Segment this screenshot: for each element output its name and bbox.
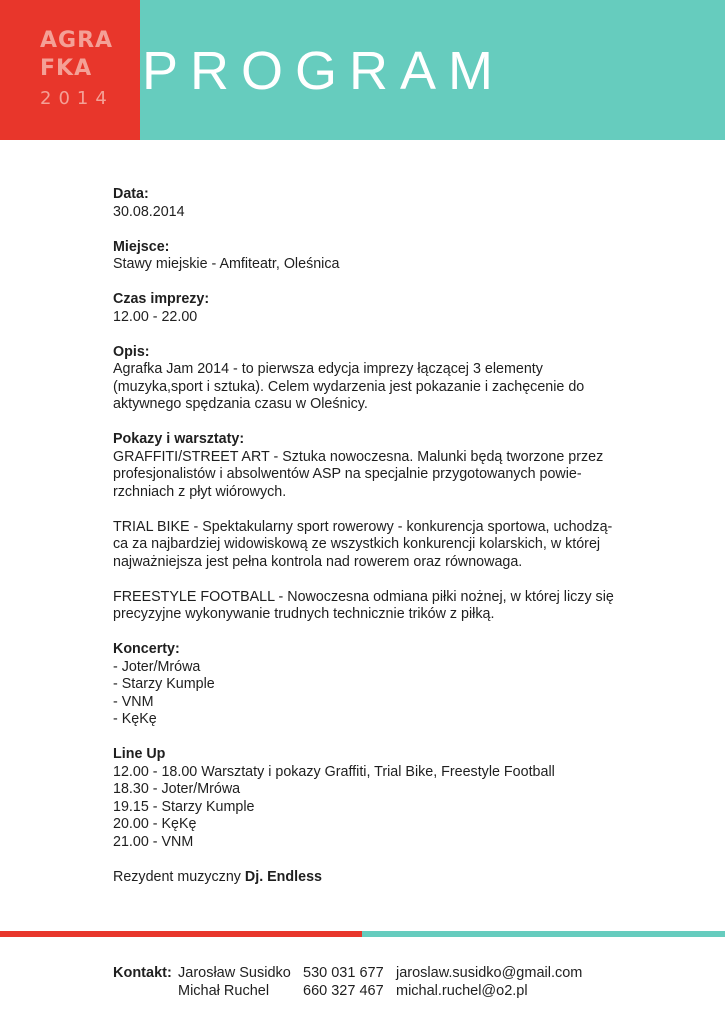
shows-section [113,431,633,624]
concert-item: - Starzy Kumple [113,676,215,692]
football-line: precyzyjne wykonywanie trudnych technicznie trików z piłką. [113,606,495,622]
date-section [113,186,633,221]
resident-dj [113,869,633,887]
contact-email: jaroslaw.susidko@gmail.com [396,965,583,981]
contact-email: michal.ruchel@o2.pl [396,983,528,999]
logo-line-2: FKA [40,56,93,81]
contact-name: Jarosław Susidko [178,965,291,981]
logo-year: 2014 [40,88,114,109]
resident-prefix: Rezydent muzyczny [113,868,245,885]
time-value: 12.00 - 22.00 [113,308,198,325]
time-label: Czas imprezy: [113,291,210,307]
lineup-item: 21.00 - VNM [113,833,194,850]
lineup-item: 19.15 - Starzy Kumple [113,798,255,815]
contact-name: Michał Ruchel [178,983,270,999]
page-title: PROGRAM [142,41,506,101]
program-content [113,186,633,904]
place-section [113,239,633,274]
description-label: Opis: [113,343,150,360]
concerts-section [113,641,633,729]
description-line: aktywnego spędzania czasu w Oleśnicy. [113,396,368,412]
trial-line: najważniejsza jest pełna kontrola nad rowerem oraz równowaga. [113,553,523,570]
graffiti-line: rzchniach z płyt wiórowych. [113,483,287,500]
date-label: Data: [113,186,149,202]
lineup-section [113,746,633,851]
graffiti-line: GRAFFITI/STREET ART - Sztuka nowoczesna. Malunki będą tworzone przez [113,448,604,465]
shows-label: Pokazy i warsztaty: [113,431,245,447]
place-value: Stawy miejskie - Amfiteatr, Oleśnica [113,256,340,272]
contact-row [113,982,713,1000]
lineup-label: Line Up [113,746,166,762]
description-line: Agrafka Jam 2014 - to pierwsza edycja imprezy łączącej 3 elementy [113,361,543,377]
concert-item: - KęKę [113,711,157,727]
trial-line: TRIAL BIKE - Spektakularny sport rowerowy - konkurencja sportowa, uchodzą- [113,518,613,535]
contact-row [113,964,713,982]
description-section [113,344,633,414]
football-line: FREESTYLE FOOTBALL - Nowoczesna odmiana piłki nożnej, w której liczy się [113,588,614,605]
concert-item: - Joter/Mrówa [113,658,201,675]
header [0,0,725,140]
trial-bike-paragraph [113,519,633,572]
lineup-item: 20.00 - KęKę [113,816,197,832]
contact-phone: 530 031 677 [303,965,384,981]
graffiti-line: profesjonalistów i absolwentów ASP na specjalnie przygotowanych powie- [113,466,582,482]
time-section [113,291,633,326]
lineup-item: 12.00 - 18.00 Warsztaty i pokazy Graffiti, Trial Bike, Freestyle Football [113,763,555,780]
contact-label: Kontakt: [113,965,172,981]
lineup-item: 18.30 - Joter/Mrówa [113,781,241,797]
trial-line: ca za najbardziej widowiskową ze wszystkich konkurencji kolarskich, w której [113,536,601,552]
footer-stripe-teal [362,931,725,937]
footer-stripe-red [0,931,362,937]
agrafka-logo [0,0,140,140]
resident-name: Dj. Endless [244,868,322,885]
concerts-label: Koncerty: [113,641,180,657]
contact-phone: 660 327 467 [303,983,384,999]
graffiti-paragraph [113,449,633,502]
place-label: Miejsce: [113,238,170,255]
football-paragraph [113,589,633,624]
date-value: 30.08.2014 [113,203,185,220]
logo-line-1: AGRA [40,28,114,53]
description-line: (muzyka,sport i sztuka). Celem wydarzenia jest pokazanie i zachęcenie do [113,378,585,395]
concert-item: - VNM [113,693,154,710]
